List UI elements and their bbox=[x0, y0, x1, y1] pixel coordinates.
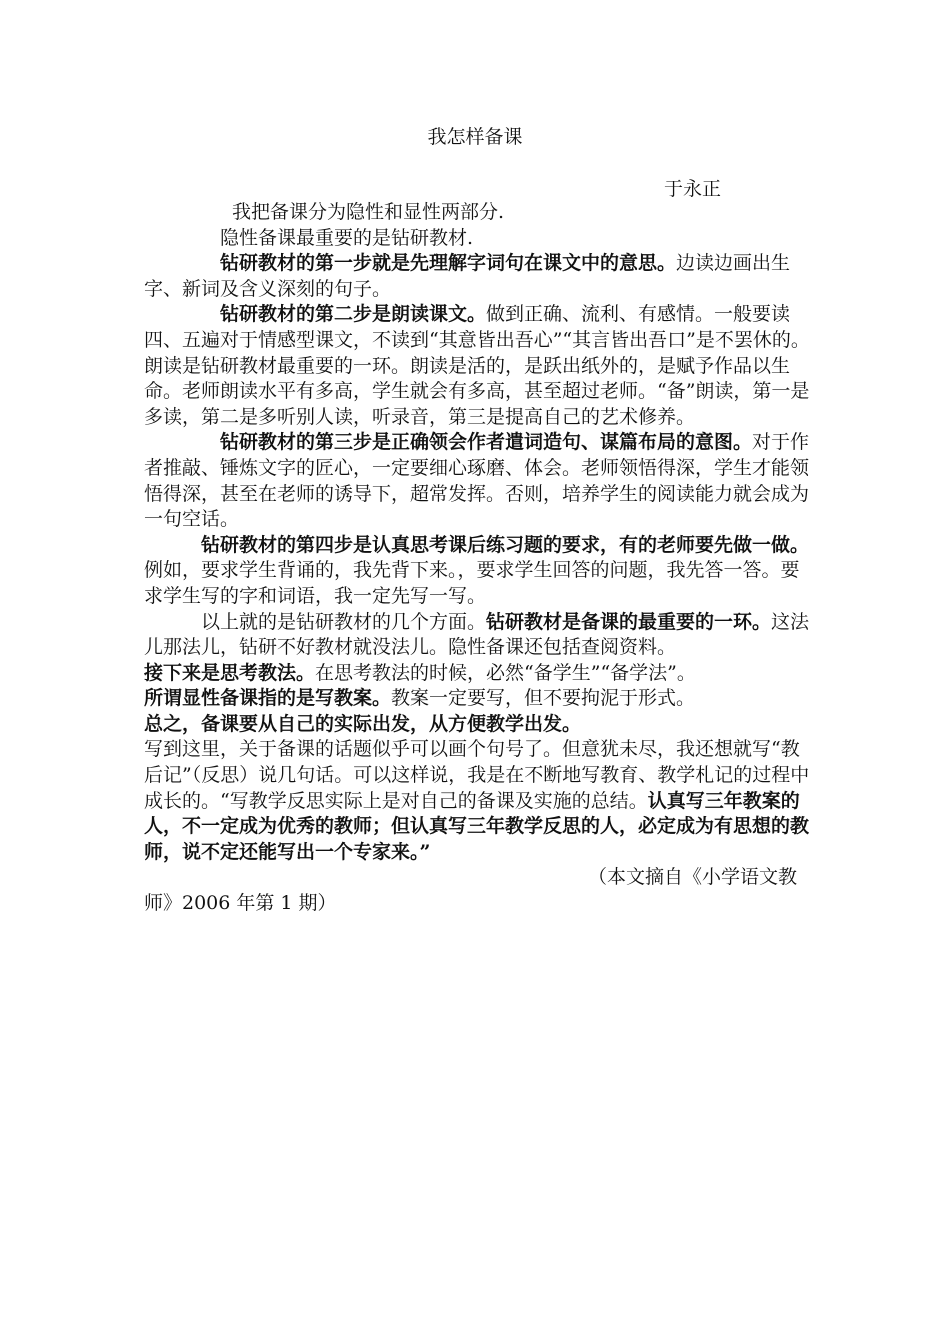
paragraph-7-text-1: 以上就的是钻研教材的几个方面。 bbox=[201, 610, 487, 633]
paragraph-10 bbox=[144, 712, 810, 738]
paragraph-1-text: 我把备课分为隐性和显性两部分. bbox=[232, 201, 505, 223]
paragraph-9 bbox=[144, 686, 810, 712]
paragraph-9-text: 教案一定要写，但不要拘泥于形式。 bbox=[391, 687, 696, 710]
document-author: 于永正 bbox=[664, 178, 722, 200]
paragraph-11-bold: 认真写三年教案的人，不一定成为优秀的教师；但认真写三年教学反思的人，必定成为有思想的教师，说不定还能写出一个专家来。” bbox=[144, 789, 810, 863]
paragraph-8 bbox=[144, 661, 810, 687]
paragraph-4-text: 做到正确、流利、有感情。一般要读四、五遍对于情感型课文，不读到“其意皆出吾心”“其言皆出吾口”是不罢休的。朗读是钻研教材最重要的一环。朗读是活的，是跃出纸外的，是赋予作品以生命。老师朗读水平有多高，学生就会有多高，甚至超过老师。“备”朗读，第一是多读，第二是多听别人读，听录音，第三是提高自己的艺术修养。 bbox=[144, 303, 810, 428]
paragraph-9-bold: 所谓显性备课指的是写教案。 bbox=[144, 687, 392, 710]
paragraph-4-bold: 钻研教材的第二步是朗读课文。 bbox=[220, 303, 487, 326]
document-title: 我怎样备课 bbox=[427, 126, 523, 148]
paragraph-11 bbox=[144, 737, 810, 865]
paragraph-6-bold: 钻研教材的第四步是认真思考课后练习题的要求，有的老师要先做一做。 bbox=[201, 533, 810, 556]
paragraph-1 bbox=[144, 200, 810, 226]
paragraph-7-bold: 钻研教材是备课的最重要的一环。 bbox=[486, 610, 772, 633]
paragraph-8-text: 在思考教法的时候，必然“备学生”“备学法”。 bbox=[315, 661, 696, 684]
document-body bbox=[144, 200, 810, 917]
paragraph-10-bold: 总之，备课要从自己的实际出发，从方便教学出发。 bbox=[144, 712, 582, 735]
paragraph-5-bold: 钻研教材的第三步是正确领会作者遣词造句、谋篇布局的意图。 bbox=[220, 431, 753, 454]
paragraph-7 bbox=[144, 610, 810, 661]
paragraph-6-text: 例如，要求学生背诵的，我先背下来。，要求学生回答的问题，我先答一答。要求学生写的字和词语，我一定先写一写。 bbox=[144, 559, 800, 607]
source-citation: （本文摘自《小学语文教师》2006 年第 1 期） bbox=[144, 866, 798, 915]
paragraph-7-text-2: 这法儿那法儿，钻研不好教材就没法儿。隐性备课还包括查阅资料。 bbox=[144, 610, 810, 659]
paragraph-3-bold: 钻研教材的第一步就是先理解字词句在课文中的意思。 bbox=[220, 252, 677, 275]
paragraph-2 bbox=[144, 226, 810, 252]
paragraph-4 bbox=[144, 302, 810, 430]
paragraph-3 bbox=[144, 251, 810, 302]
paragraph-11-text: 写到这里，关于备课的话题似乎可以画个句号了。但意犹未尽，我还想就写“教后记”（反思）说几句话。可以这样说，我是在不断地写教育、教学札记的过程中成长的。“写教学反思实际上是对自己的备课及实施的总结。 bbox=[144, 738, 810, 812]
paragraph-6 bbox=[144, 533, 810, 610]
paragraph-5 bbox=[144, 430, 810, 532]
paragraph-2-text: 隐性备课最重要的是钻研教材. bbox=[220, 226, 474, 249]
paragraph-5-text: 对于作者推敲、锤炼文字的匠心，一定要细心琢磨、体会。老师领悟得深，学生才能领悟得深，甚至在老师的诱导下，超常发挥。否则，培养学生的阅读能力就会成为一句空话。 bbox=[144, 431, 810, 531]
paragraph-8-bold: 接下来是思考教法。 bbox=[144, 661, 316, 684]
paragraph-3-text: 边读边画出生字、新词及含义深刻的句子。 bbox=[144, 252, 791, 300]
